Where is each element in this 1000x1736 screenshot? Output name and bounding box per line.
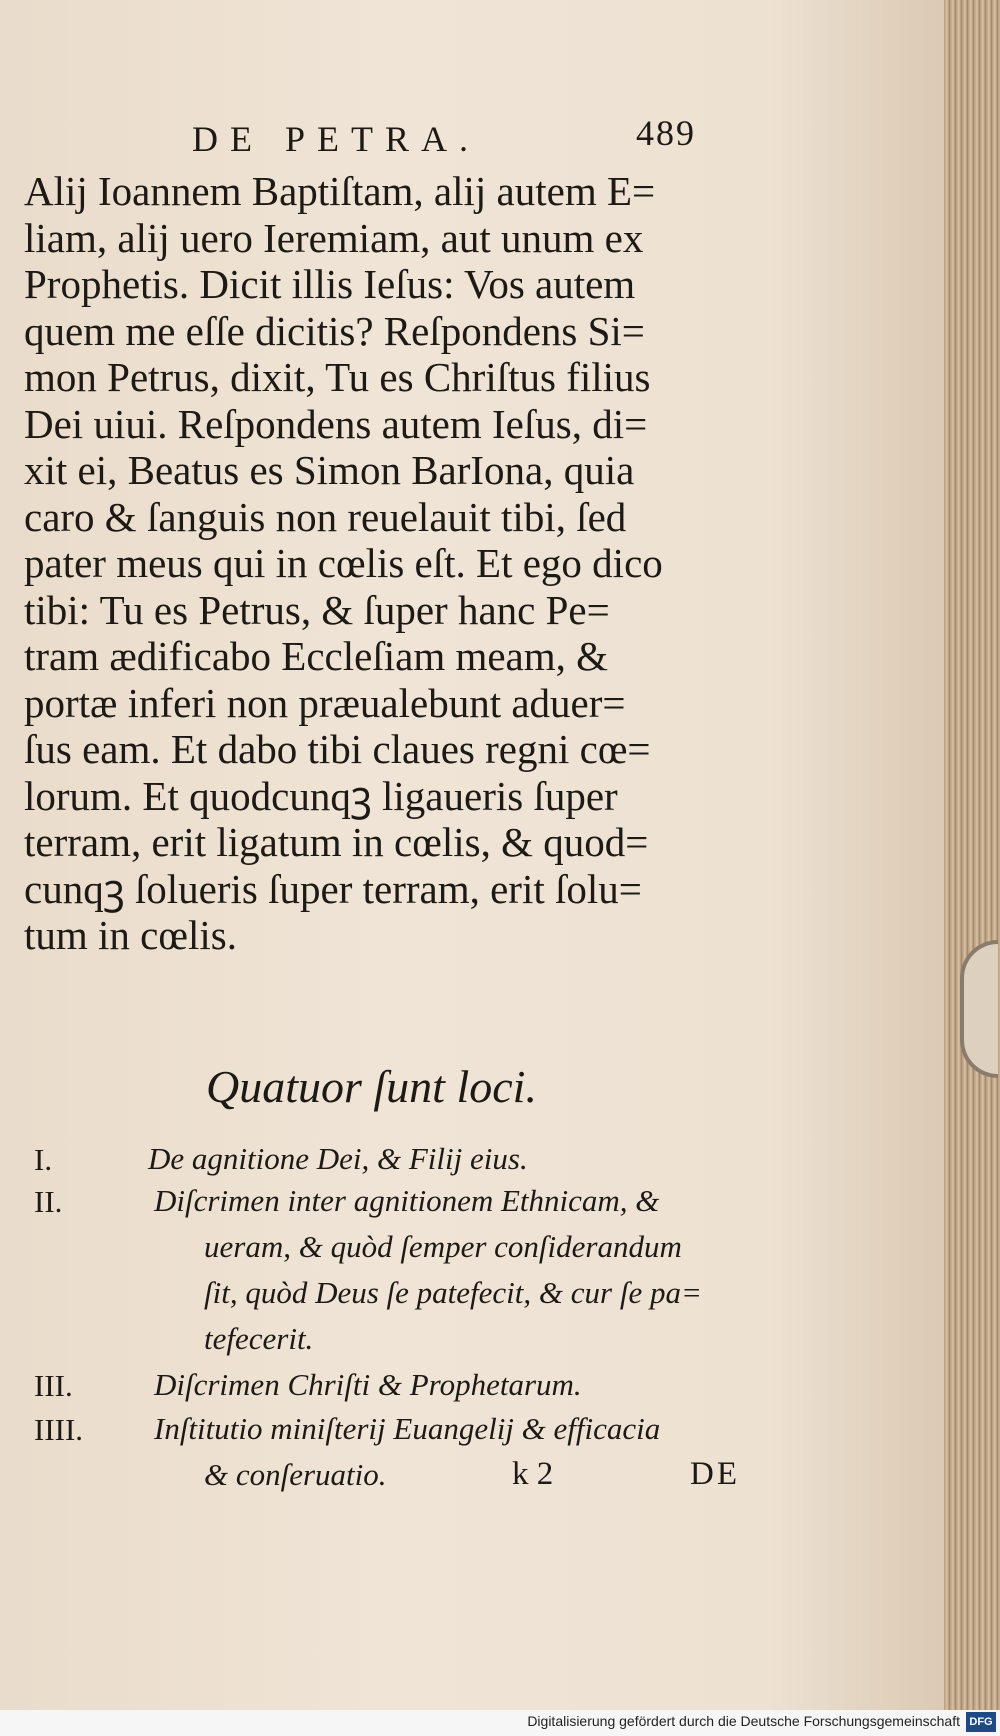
page-number: 489 [636, 113, 696, 153]
locus-number: I. [34, 1142, 53, 1177]
section-subheading: Quatuor ſunt loci. [206, 1061, 537, 1112]
body-text [24, 168, 724, 959]
body-line: ſus eam. Et dabo tibi claues regni cœ= [24, 726, 651, 772]
signature-mark: k 2 [512, 1456, 554, 1492]
body-line: xit ei, Beatus es Simon BarIona, quia [24, 447, 635, 493]
locus-text: ueram, & quòd ſemper conſiderandum [204, 1229, 682, 1264]
body-line: tram ædificabo Eccleſiam meam, & [24, 633, 609, 679]
dfg-logo: DFG [966, 1712, 996, 1732]
locus-text: Inſtitutio miniſterij Euangelij & efficacia [154, 1411, 661, 1446]
body-line: Prophetis. Dicit illis Ieſus: Vos autem [24, 261, 636, 307]
page-edges [944, 0, 1000, 1710]
body-line: liam, alij uero Ieremiam, aut unum ex [24, 214, 644, 261]
catchword: DE [690, 1456, 740, 1492]
body-line: cunqꝫ ſolueris ſuper terram, erit ſolu= [24, 865, 642, 912]
body-line: tibi: Tu es Petrus, & ſuper hanc Pe= [24, 586, 610, 633]
locus-text: Diſcrimen Chriſti & Prophetarum. [154, 1367, 582, 1402]
body-line: quem me eſſe dicitis? Reſpondens Si= [24, 307, 645, 354]
locus-text: tefecerit. [204, 1321, 314, 1356]
footer-credit: Digitalisierung gefördert durch die Deutsche Forschungsgemeinschaft [527, 1713, 960, 1729]
body-line: Dei uiui. Reſpondens autem Ieſus, di= [24, 400, 648, 447]
locus-text: Diſcrimen inter agnitionem Ethnicam, & [154, 1183, 660, 1218]
body-line: lorum. Et quodcunqꝫ ligaueris ſuper [24, 772, 618, 819]
locus-text: De agnitione Dei, & Filij eius. [148, 1141, 528, 1176]
running-header: DE PETRA. [192, 119, 480, 159]
body-line: portæ inferi non præualebunt aduer= [24, 679, 626, 726]
locus-number: IIII. [34, 1412, 84, 1447]
locus-text: & conſeruatio. [204, 1457, 387, 1492]
body-line: mon Petrus, dixit, Tu es Chriſtus filius [24, 354, 651, 400]
body-line: pater meus qui in cœlis eſt. Et ego dico [24, 540, 663, 586]
locus-text: ſit, quòd Deus ſe patefecit, & cur ſe pa= [204, 1275, 702, 1310]
body-line: Alij Ioannem Baptiſtam, alij autem E= [24, 168, 656, 214]
locus-number: III. [34, 1368, 73, 1403]
body-line: tum in cœlis. [24, 912, 237, 958]
body-line: caro & ſanguis non reuelauit tibi, ſed [24, 493, 627, 540]
book-clamp [960, 940, 998, 1078]
body-line: terram, erit ligatum in cœlis, & quod= [24, 819, 649, 865]
locus-number: II. [34, 1184, 63, 1219]
bleed-through-margin-top [740, 190, 860, 218]
footer-bar [0, 1710, 1000, 1736]
